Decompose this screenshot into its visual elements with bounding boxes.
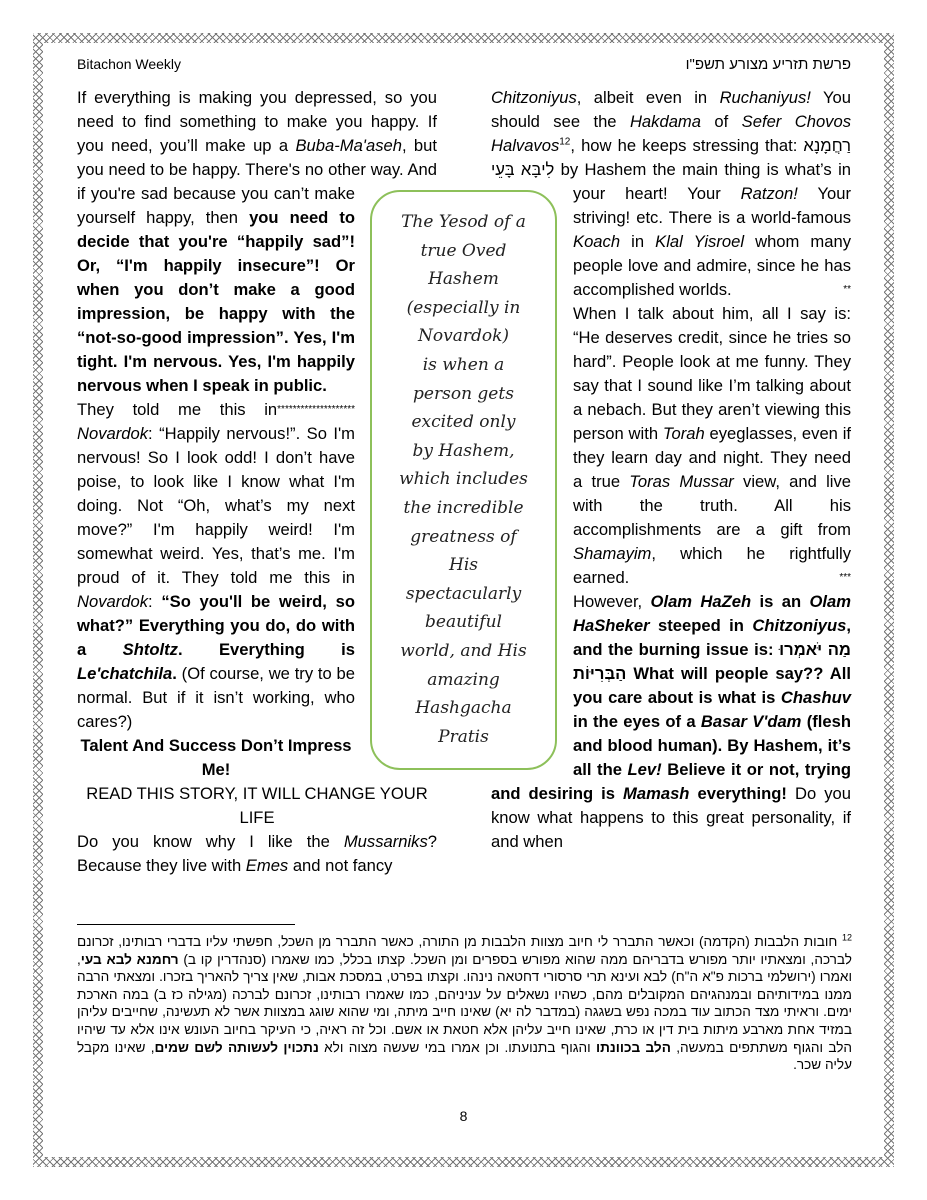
text-run: Olam HaZeh bbox=[650, 592, 752, 611]
footnote-reference: 12 bbox=[559, 136, 571, 148]
callout-line: His bbox=[449, 555, 478, 576]
text-run: Shamayim bbox=[573, 544, 652, 563]
text-run: Novardok bbox=[77, 592, 149, 611]
page-number: 8 bbox=[459, 1108, 468, 1124]
text-run: , how he keeps stressing that: bbox=[570, 136, 804, 155]
text-run: Klal Yisroel bbox=[655, 232, 745, 251]
section-subheading: READ THIS STORY, IT WILL CHANGE YOUR LIFE bbox=[86, 784, 428, 827]
pull-quote-callout bbox=[370, 190, 557, 770]
text-run: חובות הלבבות (הקדמה) וכאשר התברר לי חיוב מצוות הלבבות מן התורה, כאשר התברר מן השכל, חפשתי עליו בדברי רבותינו, זכרונם לברכה, ומצאתיו יותר מפורש בדבריהם ממה שהוא מפורש בספרים ומן השכל. קצתו בכלל, כמו שאמרו (סנהדרין קו ב) bbox=[77, 934, 852, 967]
text-run: : “Happily nervous!”. So I'm nervous! So I look odd! I don’t have poise, to look like I know what I'm doing. Not “Oh, what’s my next move?” I'm happily weird! I'm somewhat weird. Yes, that’s me. I'm proud of it. They told me this in bbox=[77, 424, 355, 587]
text-run: ? Because they live with bbox=[77, 832, 437, 875]
section-divider-stars: *** bbox=[839, 572, 851, 583]
callout-line: which includes bbox=[399, 469, 528, 490]
callout-line: by Hashem, bbox=[412, 440, 515, 461]
text-run: Chitzoniyus bbox=[491, 88, 577, 107]
text-run: Do you know what happens to this great personality, if and when bbox=[491, 784, 851, 851]
text-run: (flesh and blood human). By Hashem, it’s all the bbox=[573, 712, 851, 779]
hebrew-phrase: מַה יֹּאמְרוּ הַבְּרִיּוֹת bbox=[573, 640, 851, 683]
text-run: , ואמרו (ירושלמי ברכות פ"א ה"ח) לבא ועינא תרי סרסורי דחטאה נינהו. וקצתו בפרט, במסכת אבות, שאין צריך להאריך בזכרו. ומצאתי הרבה ממנו במידותיהם ובמנהגיהם המקובלים מהם, כשהיו נשאלים על עניניהם, כמו שאמרו רבותינו, זכרונם לברכה (מגילה כז ב) במה הארכת ימים. וראיתי מצד הכתוב עוד במכה נפש בשגגה (במדבר לה יא) שאינו חייב מיתה, ומי שהוא שוגג במצוות אשר לא תעשינה, שחייבים עליהן במזיד אחת מארבע מיתות בית דין או כרת, שאינו חייב עליהן אלא חטאת או אשם. וכל זה ראיה, כי העיקר בחיוב העונש אינו אלא עד שיהיו הלב והגוף משתתפים במעשה, bbox=[77, 951, 853, 1055]
callout-line: (especially in bbox=[406, 297, 521, 318]
text-run: “So you'll be weird, so what?” Everything you do, do with a bbox=[77, 592, 355, 659]
text-run: view, and live with the truth. All his accomplishments are a gift from bbox=[573, 472, 852, 539]
callout-line: true Oved bbox=[420, 240, 507, 261]
text-run: נתכוין לעשותה לשם שמים bbox=[154, 1039, 319, 1055]
callout-line: spectacularly bbox=[405, 583, 522, 604]
text-run: Sefer Chovos Halvavos bbox=[491, 112, 851, 155]
callout-line: beautiful bbox=[425, 612, 502, 633]
text-run: רחמנא לבא בעי bbox=[80, 951, 179, 967]
text-run: They told me this in bbox=[77, 400, 278, 419]
text-run: Mamash bbox=[623, 784, 690, 803]
footnote-separator bbox=[77, 924, 295, 925]
section-divider-stars: ******************** bbox=[277, 404, 355, 415]
callout-line: excited only bbox=[411, 412, 516, 433]
header-publication-title: Bitachon Weekly bbox=[77, 56, 182, 72]
text-run: of bbox=[700, 112, 742, 131]
footnote-reference: 12 bbox=[841, 932, 852, 943]
header-parsha: פרשת תזריע מצורע תשפ"ו bbox=[685, 56, 851, 73]
callout-line: is when a bbox=[422, 354, 505, 375]
text-run: : bbox=[148, 592, 162, 611]
text-run: , which he rightfully earned. bbox=[573, 544, 851, 587]
section-heading: Talent And Success Don’t Impress Me! bbox=[80, 736, 352, 779]
text-run: in the eyes of a bbox=[573, 712, 701, 731]
text-run: Mussarniks bbox=[343, 832, 428, 851]
text-run: Hakdama bbox=[629, 112, 701, 131]
text-run: Chitzoniyus bbox=[752, 616, 847, 635]
callout-line: Hashgacha bbox=[415, 698, 512, 719]
text-run: If everything is making you depressed, so you need to find something to make you happy. If you need, you’ll make up a bbox=[77, 88, 437, 155]
text-run: eyeglasses, even if they learn day and night. They need a true bbox=[573, 424, 851, 491]
text-run: is an bbox=[751, 592, 810, 611]
text-run: , and the burning issue is: bbox=[573, 616, 851, 659]
text-run: and not fancy bbox=[288, 856, 393, 875]
text-run: However, bbox=[573, 592, 651, 611]
text-run: What will people say?? All you care about is what is bbox=[573, 664, 851, 707]
text-run: You should see the bbox=[491, 88, 852, 131]
text-run: Buba-Ma'aseh bbox=[295, 136, 402, 155]
callout-line: Pratis bbox=[438, 726, 489, 747]
text-run: you need to decide that you're “happily sad”! Or, “I'm happily insecure”! Or when you don’t make a good impression, be happy with the “not-so-good impression”. Yes, I'm tight. I'm nervous. Yes, I'm happily nervous when I speak in public. bbox=[77, 208, 355, 395]
text-run: steeped in bbox=[649, 616, 753, 635]
text-run: Do you know why I like the bbox=[77, 832, 344, 851]
text-run: When I talk about him, all I say is: “He deserves credit, since he tries so hard”. People look at me funny. They say that I sound like I’m talking about a nebach. But they aren’t viewing this person with bbox=[573, 304, 851, 443]
text-run: Novardok bbox=[77, 424, 149, 443]
text-run: Ruchaniyus! bbox=[719, 88, 811, 107]
text-run: Koach bbox=[573, 232, 621, 251]
text-run: והגוף בתנועתו. וכן אמרו במי שעשה מצוה ולא bbox=[318, 1039, 597, 1055]
text-run: Chashuv bbox=[780, 688, 851, 707]
callout-line: The Yesod of a bbox=[401, 212, 526, 232]
callout-line: world, and His bbox=[400, 640, 527, 661]
text-run: Lev! bbox=[627, 760, 662, 779]
text-run: Olam HaSheker bbox=[573, 592, 851, 635]
text-run: Ratzon! bbox=[740, 184, 798, 203]
callout-line: amazing bbox=[427, 669, 500, 690]
footnote bbox=[77, 933, 852, 1074]
text-run: הלב בכוונתו bbox=[596, 1039, 671, 1055]
text-run: by Hashem the main thing is what’s in your heart! Your bbox=[554, 160, 851, 203]
text-run: Emes bbox=[245, 856, 289, 875]
section-divider-stars: ** bbox=[843, 284, 851, 295]
text-run: Your striving! etc. There is a world-famous bbox=[573, 184, 851, 227]
text-run: everything! bbox=[689, 784, 787, 803]
text-run: (Of course, we try to be normal. But if it isn’t working, who cares?) bbox=[77, 664, 355, 731]
text-run: Basar V'dam bbox=[700, 712, 802, 731]
text-run: , but you need to be happy. There's no other way. And if you're sad because you can’t make yourself happy, then bbox=[77, 136, 437, 227]
text-run: . Everything is bbox=[177, 640, 355, 659]
text-run: . bbox=[172, 664, 177, 683]
text-run: in bbox=[620, 232, 656, 251]
callout-line: the incredible bbox=[403, 497, 524, 518]
callout-line: greatness of bbox=[410, 526, 517, 547]
hebrew-phrase: רַחֲמָנָא לִיבָּא בָּעֵי bbox=[491, 136, 851, 179]
text-run: Shtoltz bbox=[122, 640, 178, 659]
text-run: Le'chatchila bbox=[77, 664, 173, 683]
text-run: Torah bbox=[662, 424, 705, 443]
paragraph bbox=[77, 830, 437, 878]
callout-line: person gets bbox=[413, 383, 514, 404]
text-run: , שאינו מקבל עליה שכר. bbox=[77, 1039, 852, 1073]
callout-line: Novardok) bbox=[417, 326, 510, 347]
text-run: , albeit even in bbox=[576, 88, 720, 107]
text-run: whom many people love and admire, since he has accomplished worlds. bbox=[573, 232, 852, 299]
text-run: Believe it or not, trying and desiring is bbox=[491, 760, 852, 803]
callout-line: Hashem bbox=[428, 269, 499, 290]
text-run: Toras Mussar bbox=[629, 472, 734, 491]
